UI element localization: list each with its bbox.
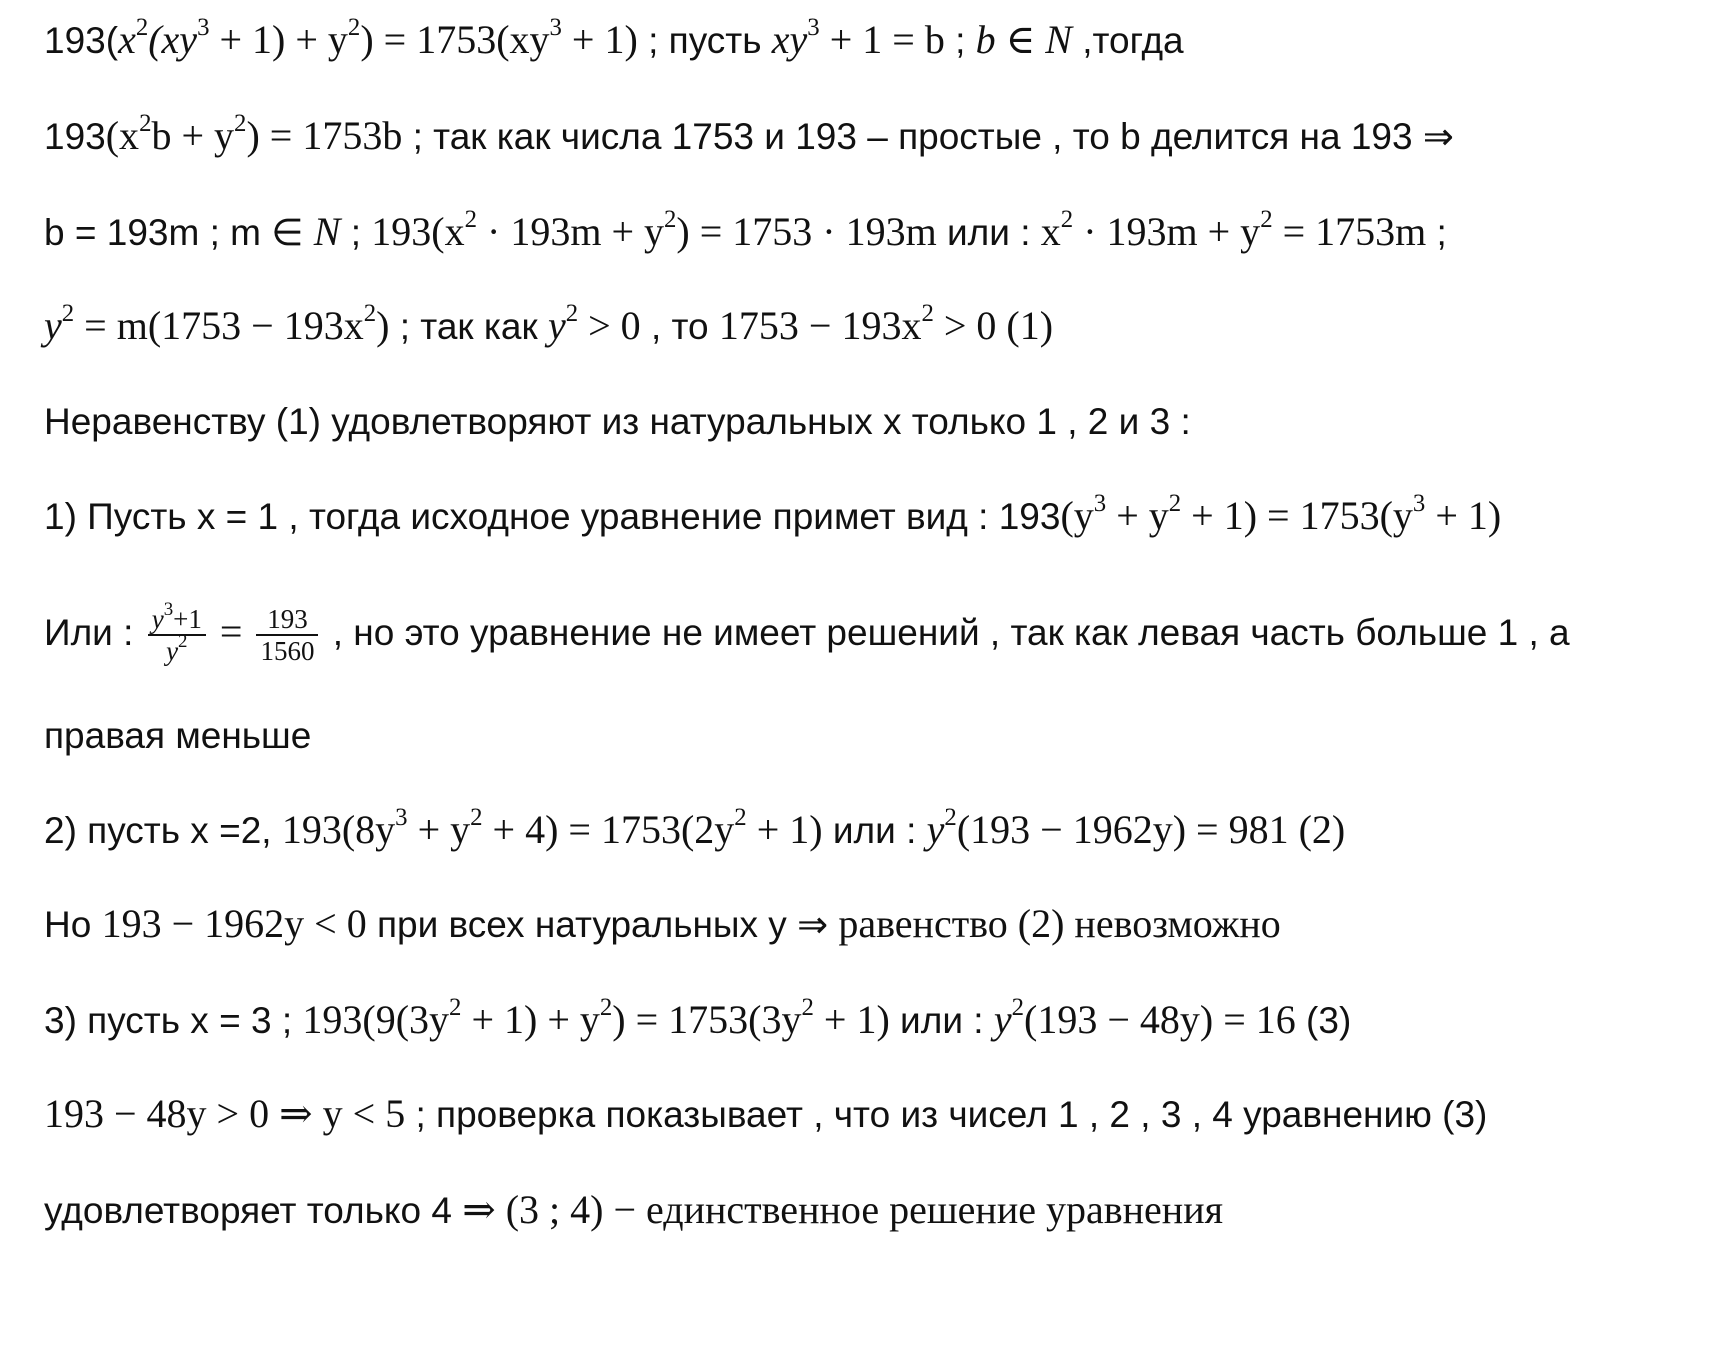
line-12: [44, 1092, 1487, 1137]
fraction-left: [148, 599, 206, 666]
math-expression: N: [313, 209, 341, 254]
math-expression: $y^2 > 0$: [547, 299, 641, 348]
line-5: [44, 400, 1191, 444]
math-expression: $1753 - 193x^2 > 0$ (1): [718, 299, 1054, 348]
math-expression: равенство (2) невозможно: [838, 901, 1281, 946]
text: или :: [889, 1000, 994, 1041]
fraction-numerator: 193: [256, 604, 318, 636]
text: 2) пусть x =2,: [44, 810, 282, 851]
text: 1) Пусть x = 1 , тогда исходное уравнение примет вид : 193: [44, 496, 1061, 537]
text: при всех натуральных y ⇒: [366, 904, 839, 945]
line-2: [44, 109, 1454, 159]
line-6: [44, 489, 1502, 539]
line-7: [44, 599, 1570, 666]
math-expression: 193 − 48y > 0 ⇒ y < 5: [44, 1091, 406, 1136]
text: ; так как: [389, 306, 548, 347]
text: (3): [1295, 1000, 1352, 1041]
text: или :: [822, 810, 927, 851]
text: , но это уравнение не имеет решений , так как левая часть больше 1 , а: [322, 611, 1570, 653]
math-expression: $xy^3 + 1 = b$: [771, 13, 945, 62]
math-expression: ⇒ (3 ; 4) − единственное решение уравнения: [462, 1187, 1224, 1232]
math-expression: $193(x^2 \cdot 193m + y^2) = 1753 \cdot 193m$: [371, 205, 937, 254]
text: 193(: [44, 20, 119, 61]
text: удовлетворяет только 4: [44, 1190, 463, 1231]
math-expression: $193(9(3y^2 + 1) + y^2) = 1753(3y^2 + 1)$: [302, 993, 890, 1042]
text: ;: [944, 20, 976, 61]
text: ; проверка показывает , что из чисел 1 , 2 , 3 , 4 уравнению (3): [405, 1094, 1488, 1135]
math-expression: $y^2(193 - 48y) = 16$: [993, 993, 1296, 1042]
text: Или :: [44, 611, 144, 653]
fraction-denominator: $y^2$: [166, 631, 188, 666]
text: ,тогда: [1071, 20, 1184, 61]
line-1: [44, 13, 1184, 63]
math-expression: $y^2(193 - 1962y) = 981$ (2): [926, 803, 1346, 852]
line-3: [44, 205, 1447, 255]
text: 193: [44, 116, 106, 157]
text: ;: [1426, 212, 1447, 253]
math-expression: b ∈ N: [975, 17, 1072, 62]
fraction-numerator: $y^3+1$: [148, 604, 206, 636]
line-11: [44, 993, 1352, 1043]
fraction-denominator: 1560: [260, 636, 315, 666]
line-10: [44, 902, 1281, 947]
line-9: [44, 803, 1346, 853]
text: Но: [44, 904, 102, 945]
text: ;: [340, 212, 372, 253]
line-8: [44, 714, 311, 758]
text: ; так как числа 1753 и 193 – простые , то b делится на 193 ⇒: [402, 116, 1454, 157]
text: 3) пусть x = 3 ;: [44, 1000, 303, 1041]
math-expression: $y^2 = m(1753 - 193x^2)$: [44, 299, 390, 348]
math-expression: $x^2(xy^3 + 1) + y^2) = 1753(xy^3 + 1)$: [118, 13, 638, 62]
text: правая меньше: [44, 715, 312, 756]
math-expression: $x^2 \cdot 193m + y^2 = 1753m$: [1040, 205, 1427, 254]
line-4: [44, 299, 1054, 349]
math-expression: 193 − 1962y < 0: [101, 901, 367, 946]
math-expression: $(x^2b + y^2) = 1753b$: [105, 109, 403, 158]
text: , то: [640, 306, 719, 347]
text: или :: [936, 212, 1041, 253]
text: b = 193m ; m ∈: [44, 212, 314, 253]
math-expression: $193(8y^3 + y^2 + 4) = 1753(2y^2 + 1)$: [281, 803, 823, 852]
fraction-right: [256, 604, 318, 666]
math-expression: $(y^3 + y^2 + 1) = 1753(y^3 + 1)$: [1060, 489, 1502, 538]
equals-sign: =: [209, 608, 253, 654]
line-13: [44, 1188, 1223, 1233]
text: Неравенству (1) удовлетворяют из натуральных x только 1 , 2 и 3 :: [44, 401, 1191, 442]
text: ; пусть: [637, 20, 772, 61]
